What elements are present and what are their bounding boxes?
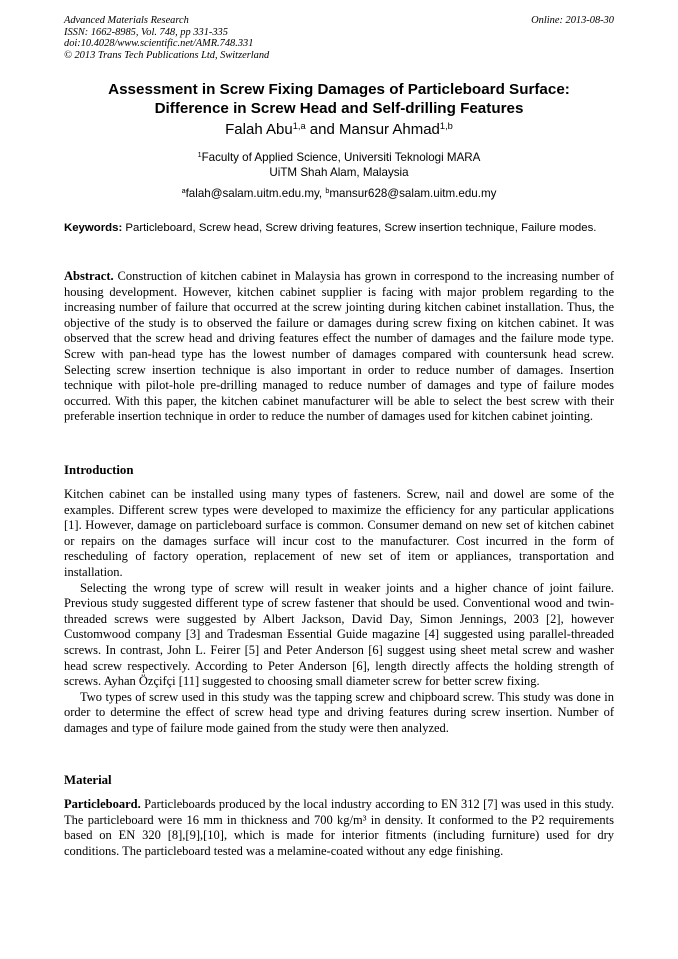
affiliation-line-1: $^1$Faculty of Applied Science, Universiti Teknologi MARA	[197, 150, 481, 164]
subsection-label: Particleboard.	[64, 797, 141, 811]
material-section	[64, 797, 614, 859]
abstract-text: Construction of kitchen cabinet in Malaysia has grown in correspond to the increasing number of housing development. However, kitchen cabinet supplier is facing with major problem regarding to the increasing number of failure that occurred at the screw jointing during kitchen cabinet installation. Thus, the objective of the study is to observed the failure or damages during screw fixing on kitchen cabinet. It was observed that the screw head and driving features effect the number of damages and the failure mode type. Screw with pan-head type has the lowest number of damages compared with countersunk head screw. Selecting screw insertion technique is also important in order to reduce number of damages. Insertion technique with pilot-hole pre-drilling managed to reduce number of damages and type of failure modes occurred. With this paper, the kitchen cabinet manufacturer will be able to select the best screw with their preferable insertion technique in order to reduce the number of damages used for kitchen cabinet jointing.	[64, 269, 614, 424]
journal-copyright: © 2013 Trans Tech Publications Ltd, Switzerland	[64, 49, 270, 61]
author-name: Falah Abu	[225, 121, 293, 138]
introduction-section	[64, 487, 614, 737]
section-heading-introduction: Introduction	[64, 463, 134, 477]
affiliation	[40, 150, 638, 180]
author-name: Mansur Ahmad	[339, 121, 440, 138]
email-address: mansur628@salam.uitm.edu.my	[329, 187, 497, 200]
paper-title-line-1: Assessment in Screw Fixing Damages of Particleboard Surface:	[108, 81, 570, 98]
email-address: falah@salam.uitm.edu.my,	[185, 187, 326, 200]
paragraph: Selecting the wrong type of screw will result in weaker joints and a higher chance of joint failure. Previous study suggested different type of screw fastener that should be used. Conventional wood and twin-threaded screws were suggested by Albert Jackson, David Day, Simon Jennings, 2003 [2], however Customwood company [3] and Tradesman Essential Guide magazine [4] suggested using parallel-threaded screws. In contrast, John L. Feirer [5] and Peter Anderson [6] suggest using sheet metal screw and washer head screw respectively. According to Peter Anderson [6], length directly affects the holding strength of screws. Ayhan Özçifçi [11] suggested to choosing small diameter screw for better screw fixing.	[64, 580, 614, 689]
author-affiliation-mark: 1,b	[439, 120, 453, 131]
paragraph: Particleboards produced by the local industry according to EN 312 [7] was used in this study. The particleboard were 16 mm in thickness and 700 kg/m³ in density. It conformed to the P2 requirements based on EN 320 [8],[9],[10], which is made for interior fitments (including furniture) used for dry conditions. The particleboard tested was a melamine-coated without any edge finishing.	[64, 797, 614, 858]
affiliation-line-2: UiTM Shah Alam, Malaysia	[269, 166, 409, 179]
paper-title-line-2: Difference in Screw Head and Self-drilling Features	[154, 99, 524, 117]
abstract	[64, 269, 614, 425]
author-list	[40, 121, 638, 139]
affiliation-mark: 1	[197, 150, 202, 160]
paragraph: Kitchen cabinet can be installed using many types of fasteners. Screw, nail and dowel are some of the examples. Different screw types were developed to maximize the efficiency for any particular applications [1]. However, damage on particleboard surface is common. Consumer demand on new set of kitchen cabinet or repairs on the damages surface will incur cost to the manufacturer. Cost incurred in the form of rescheduling of factory operation, replacement of new set of item or appliances, transportation and installation.	[64, 487, 614, 579]
author-affiliation-mark: 1,a	[292, 120, 306, 131]
email-mark: b	[325, 186, 330, 196]
abstract-label: Abstract.	[64, 269, 114, 283]
keywords-label: Keywords:	[64, 222, 123, 234]
paragraph: Two types of screw used in this study was the tapping screw and chipboard screw. This study was done in order to determine the effect of screw head type and driving features during screw insertion. Number of damages and type of failure mode gained from the study were then analyzed.	[64, 689, 614, 735]
author-emails	[40, 186, 638, 201]
page-header	[64, 15, 614, 61]
keywords-text: Particleboard, Screw head, Screw driving features, Screw insertion technique, Failure modes.	[122, 222, 597, 234]
online-date: Online: 2013-08-30	[531, 15, 614, 26]
keywords	[64, 221, 614, 236]
email-mark: a	[181, 186, 186, 196]
journal-name: Advanced Materials Research	[64, 15, 189, 26]
section-heading-material: Material	[64, 773, 112, 787]
paper-title	[40, 81, 638, 118]
journal-doi: doi:10.4028/www.scientific.net/AMR.748.331	[64, 38, 254, 50]
author-conjunction: and	[305, 121, 340, 138]
journal-issn: ISSN: 1662-8985, Vol. 748, pp 331-335	[64, 26, 228, 38]
